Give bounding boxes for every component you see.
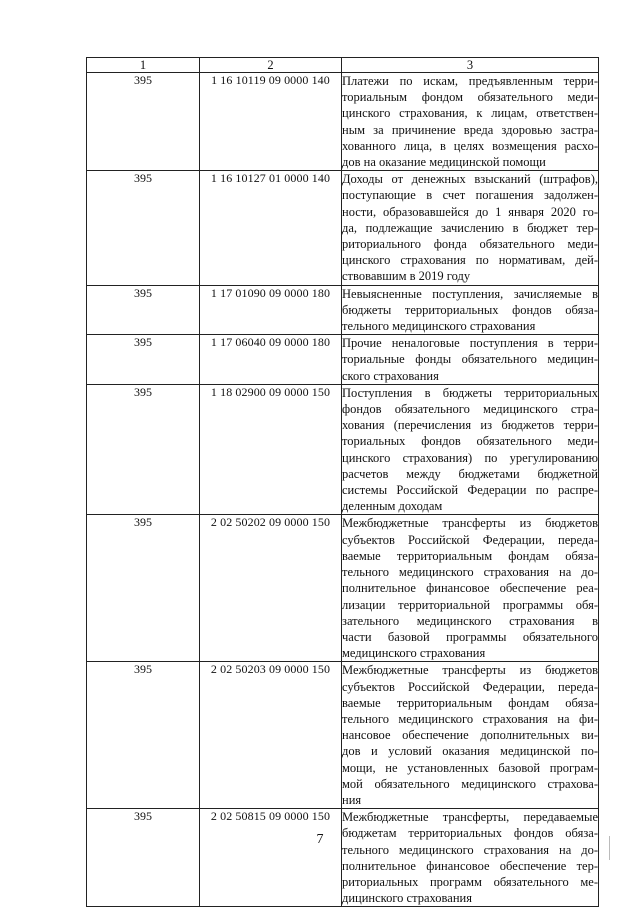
- admin-code-cell: 395: [87, 662, 200, 809]
- revenue-description-cell: [342, 662, 599, 809]
- description-line: системы Российской Федерации по распре-: [342, 483, 598, 498]
- budget-classification-code-cell: 1 17 01090 09 0000 180: [200, 285, 342, 335]
- admin-code-cell: 395: [87, 335, 200, 385]
- description-line: хованного лица, в целях возмещения расхо-: [342, 138, 598, 153]
- admin-code-cell: 395: [87, 809, 200, 907]
- description-line: ториальным фондом обязательного меди-: [342, 90, 598, 105]
- description-line: полнительное финансовое обеспечение тер-: [342, 858, 598, 873]
- description-line: зательного медицинского страхования в: [342, 613, 598, 628]
- scan-artifact-mark: [607, 836, 612, 860]
- description-line: ториальные фонды обязательного медицин-: [342, 352, 598, 367]
- description-line: ности, образовавшейся до 1 января 2020 го-: [342, 204, 598, 219]
- table-row: [87, 515, 599, 662]
- description-line: субъектов Российской Федерации, переда-: [342, 532, 598, 547]
- table-row: [87, 384, 599, 515]
- revenue-description-cell: [342, 171, 599, 285]
- table-body: [87, 73, 599, 907]
- admin-code-cell: 395: [87, 515, 200, 662]
- description-line: Прочие неналоговые поступления в терри-: [342, 336, 598, 351]
- table-row: [87, 662, 599, 809]
- description-line: ным за причинение вреда здоровью застра-: [342, 122, 598, 137]
- description-line: Поступления в бюджеты территориальных: [342, 385, 598, 400]
- description-line: риториального фонда обязательного меди-: [342, 237, 598, 252]
- description-line: риториальных программ обязательного ме-: [342, 874, 598, 889]
- description-line: тельного медицинского страхования на до-: [342, 842, 598, 857]
- description-line: деленным доходам: [342, 499, 443, 514]
- description-line: мощи, не установленных базовой програм-: [342, 760, 598, 775]
- description-line: ния: [342, 792, 362, 807]
- description-line: Межбюджетные трансферты из бюджетов: [342, 663, 598, 678]
- description-line: Межбюджетные трансферты, передаваемые: [342, 810, 598, 825]
- description-line: бюджеты территориальных фондов обяза-: [342, 302, 598, 317]
- revenue-description-cell: [342, 384, 599, 515]
- table-row: [87, 73, 599, 171]
- description-line: тельного медицинского страхования на фи-: [342, 711, 598, 726]
- description-line: цинского страхования по нормативам, дей-: [342, 253, 598, 268]
- description-line: полнительное финансовое обеспечение реа-: [342, 581, 598, 596]
- budget-classification-code-cell: 2 02 50815 09 0000 150: [200, 809, 342, 907]
- revenue-description-cell: [342, 335, 599, 385]
- page-number: 7: [316, 832, 324, 847]
- description-line: цинского страхования) по урегулированию: [342, 450, 598, 465]
- description-line: поступающие в счет погашения задолжен-: [342, 188, 598, 203]
- budget-classification-code-cell: 1 16 10127 01 0000 140: [200, 171, 342, 285]
- description-line: Доходы от денежных взысканий (штрафов),: [342, 172, 598, 187]
- budget-classification-code-cell: 2 02 50202 09 0000 150: [200, 515, 342, 662]
- description-line: субъектов Российской Федерации, переда-: [342, 679, 598, 694]
- revenue-description-cell: [342, 515, 599, 662]
- description-line: части базовой программы обязательного: [342, 629, 598, 644]
- budget-classification-code-cell: 1 18 02900 09 0000 150: [200, 384, 342, 515]
- description-line: ваемые территориальным фондам обяза-: [342, 695, 598, 710]
- budget-codes-table: [86, 57, 599, 907]
- budget-classification-code-cell: 1 17 06040 09 0000 180: [200, 335, 342, 385]
- column-header-2: 2: [200, 58, 342, 73]
- description-line: тельного медицинского страхования на до-: [342, 565, 598, 580]
- admin-code-cell: 395: [87, 384, 200, 515]
- table-row: [87, 809, 599, 907]
- description-line: бюджетам территориальных фондов обяза-: [342, 826, 598, 841]
- description-line: ствовавшим в 2019 году: [342, 269, 471, 284]
- column-header-3: 3: [342, 58, 599, 73]
- description-line: дов и условий оказания медицинской по-: [342, 744, 598, 759]
- description-line: лизации территориальной программы обя-: [342, 597, 598, 612]
- column-header-1: 1: [87, 58, 200, 73]
- table-row: [87, 285, 599, 335]
- table-row: [87, 335, 599, 385]
- table-header-row: [87, 58, 599, 73]
- description-line: цинского страхования, к лицам, ответствен-: [342, 106, 598, 121]
- description-line: ваемые территориальным фондам обяза-: [342, 548, 598, 563]
- description-line: хования (перечисления из бюджетов терри-: [342, 418, 598, 433]
- revenue-description-cell: [342, 73, 599, 171]
- description-line: расчетов между бюджетами бюджетной: [342, 466, 598, 481]
- budget-classification-code-cell: 1 16 10119 09 0000 140: [200, 73, 342, 171]
- description-line: Платежи по искам, предъявленным терри-: [342, 74, 598, 88]
- admin-code-cell: 395: [87, 285, 200, 335]
- budget-classification-code-cell: 2 02 50203 09 0000 150: [200, 662, 342, 809]
- revenue-description-cell: [342, 809, 599, 907]
- description-line: дов на оказание медицинской помощи: [342, 155, 546, 170]
- description-line: медицинского страхования: [342, 646, 486, 661]
- description-line: тельного медицинского страхования: [342, 319, 536, 334]
- description-line: дицинского страхования: [342, 891, 472, 906]
- description-line: Межбюджетные трансферты из бюджетов: [342, 516, 598, 531]
- table-row: [87, 171, 599, 285]
- admin-code-cell: 395: [87, 73, 200, 171]
- revenue-description-cell: [342, 285, 599, 335]
- description-line: ториальных фондов обязательного меди-: [342, 434, 598, 449]
- description-line: нансовое обеспечение дополнительных ви-: [342, 728, 598, 743]
- description-line: Невыясненные поступления, зачисляемые в: [342, 286, 598, 301]
- admin-code-cell: 395: [87, 171, 200, 285]
- description-line: фондов обязательного медицинского стра-: [342, 402, 598, 417]
- description-line: ского страхования: [342, 368, 439, 383]
- description-line: мой обязательного медицинского страхова-: [342, 776, 598, 791]
- description-line: да, подлежащие зачислению в бюджет тер-: [342, 220, 598, 235]
